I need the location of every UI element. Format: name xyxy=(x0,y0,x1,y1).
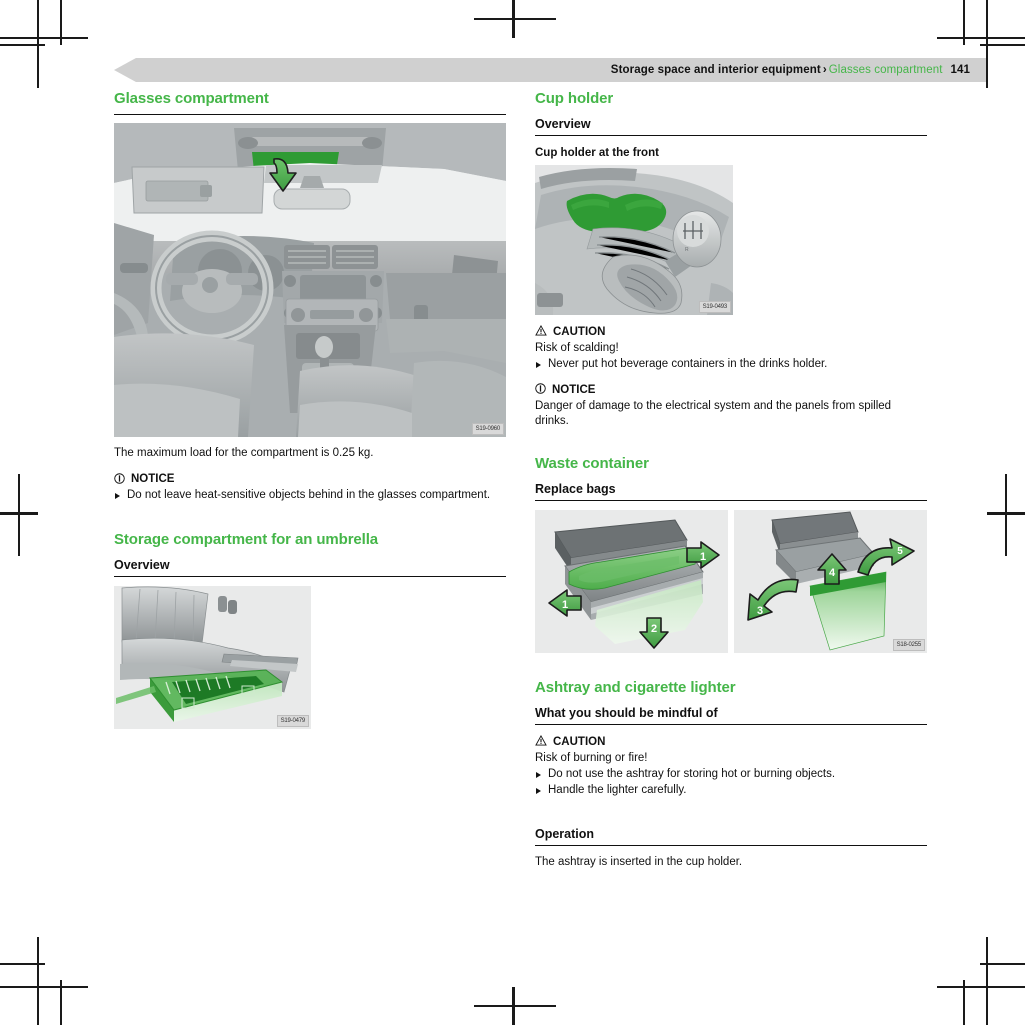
list-item: Do not use the ashtray for storing hot or burning objects. xyxy=(535,767,927,782)
caution-title xyxy=(535,325,927,340)
crop-mark-bottom-right-inner-h xyxy=(980,963,1025,965)
breadcrumb-separator-icon: › xyxy=(822,64,827,76)
breadcrumb xyxy=(114,58,970,82)
caution-label: CAUTION xyxy=(553,736,606,748)
caution-icon xyxy=(535,325,547,340)
svg-text:R: R xyxy=(685,247,689,253)
list-item: Handle the lighter carefully. xyxy=(535,783,927,798)
crop-mark-bottom-right-horizontal xyxy=(937,986,1025,988)
registration-mark-left-v xyxy=(18,474,20,556)
crop-mark-bottom-right-vertical xyxy=(986,937,988,1025)
notice-icon xyxy=(114,473,125,488)
subheading-operation: Operation xyxy=(535,826,927,846)
notice-title xyxy=(535,383,927,398)
notice-bullet-list xyxy=(114,488,506,503)
arrow-label: 1 xyxy=(699,551,707,563)
caution-block-ashtray xyxy=(535,735,927,798)
crop-mark-top-right-horizontal xyxy=(937,37,1025,39)
manual-page xyxy=(114,58,970,898)
figure-pair-waste xyxy=(535,510,927,653)
crop-mark-top-left-inner-v xyxy=(60,0,62,45)
registration-mark-right-h xyxy=(987,512,1025,515)
notice-block-glasses xyxy=(114,472,506,503)
figure-code: S19-0493 xyxy=(699,301,731,313)
subheading-cupholder-front: Cup holder at the front xyxy=(535,147,659,159)
figure-code: S18-0255 xyxy=(893,639,925,651)
arrow-label: 3 xyxy=(756,605,764,617)
figure-cup-holder xyxy=(535,165,733,315)
section-cup-holder xyxy=(535,90,927,429)
subheading-umbrella-overview: Overview xyxy=(114,557,506,577)
cup-holder-illustration xyxy=(535,165,733,315)
caution-bullet-list xyxy=(535,357,927,372)
waste-insert-bag-illustration xyxy=(734,510,927,653)
caution-lead: Risk of scalding! xyxy=(535,342,619,354)
notice-label: NOTICE xyxy=(552,384,596,396)
car-interior-illustration xyxy=(114,123,506,437)
figure-waste-insert-bag xyxy=(734,510,927,653)
heading-cup-holder: Cup holder xyxy=(535,90,614,107)
crop-mark-bottom-left-horizontal xyxy=(0,986,88,988)
list-item: Never put hot beverage containers in the drinks holder. xyxy=(535,357,927,372)
crop-mark-bottom-right-inner-v xyxy=(963,980,965,1025)
breadcrumb-current: Glasses compartment xyxy=(828,64,943,76)
crop-mark-bottom-left-vertical xyxy=(37,937,39,1025)
figure-umbrella-compartment xyxy=(114,586,311,729)
heading-waste-container: Waste container xyxy=(535,455,649,472)
registration-mark-right-v xyxy=(1005,474,1007,556)
crop-mark-top-left-horizontal xyxy=(0,37,88,39)
section-ashtray-lighter xyxy=(535,679,927,870)
breadcrumb-main: Storage space and interior equipment xyxy=(610,64,821,76)
registration-mark-bottom-h xyxy=(474,1005,556,1007)
figure-code: S19-0960 xyxy=(472,423,504,435)
notice-icon xyxy=(535,383,546,398)
arrow-label: 2 xyxy=(650,623,658,635)
subheading-cupholder-overview: Overview xyxy=(535,116,927,136)
notice-block-cupholder xyxy=(535,383,927,429)
crop-mark-top-right-inner-h xyxy=(980,44,1025,46)
crop-mark-bottom-left-inner-v xyxy=(60,980,62,1025)
right-column xyxy=(535,90,927,870)
heading-ashtray-lighter: Ashtray and cigarette lighter xyxy=(535,679,736,696)
glasses-body-text: The maximum load for the compartment is 0.25 kg. xyxy=(114,447,374,460)
caution-lead: Risk of burning or fire! xyxy=(535,752,648,764)
caution-bullet-list xyxy=(535,767,927,798)
left-column xyxy=(114,90,506,729)
notice-label: NOTICE xyxy=(131,473,175,486)
caution-title xyxy=(535,735,927,750)
figure-car-interior xyxy=(114,123,506,437)
caution-icon xyxy=(535,735,547,750)
figure-waste-remove-bag xyxy=(535,510,728,653)
figure-code: S19-0479 xyxy=(277,715,309,727)
waste-remove-bag-illustration xyxy=(535,510,728,653)
subheading-mindful-of: What you should be mindful of xyxy=(535,705,927,725)
crop-mark-top-right-inner-v xyxy=(963,0,965,45)
page-number: 141 xyxy=(950,64,970,76)
caution-block-cupholder xyxy=(535,325,927,372)
section-umbrella-storage xyxy=(114,531,506,729)
registration-mark-top-h xyxy=(474,18,556,20)
caution-label: CAUTION xyxy=(553,326,606,338)
crop-mark-top-left-inner-h xyxy=(0,44,45,46)
arrow-label: 4 xyxy=(828,567,836,579)
heading-umbrella-storage: Storage compartment for an umbrella xyxy=(114,531,379,549)
crop-mark-bottom-left-inner-h xyxy=(0,963,45,965)
arrow-label: 1 xyxy=(561,599,569,611)
section-waste-container xyxy=(535,455,927,653)
list-item: Do not leave heat-sensitive objects behind in the glasses compartment. xyxy=(114,488,506,503)
registration-mark-left-h xyxy=(0,512,38,515)
notice-lead: Danger of damage to the electrical system and the panels from spilled drinks. xyxy=(535,400,892,427)
section-glasses-compartment xyxy=(114,90,506,503)
heading-glasses-compartment: Glasses compartment xyxy=(114,90,269,107)
notice-title xyxy=(114,472,506,487)
subheading-replace-bags: Replace bags xyxy=(535,481,927,501)
operation-body-text: The ashtray is inserted in the cup holder. xyxy=(535,856,743,868)
umbrella-compartment-illustration xyxy=(114,586,311,729)
arrow-label: 5 xyxy=(897,546,903,557)
heading-rule xyxy=(114,114,506,115)
